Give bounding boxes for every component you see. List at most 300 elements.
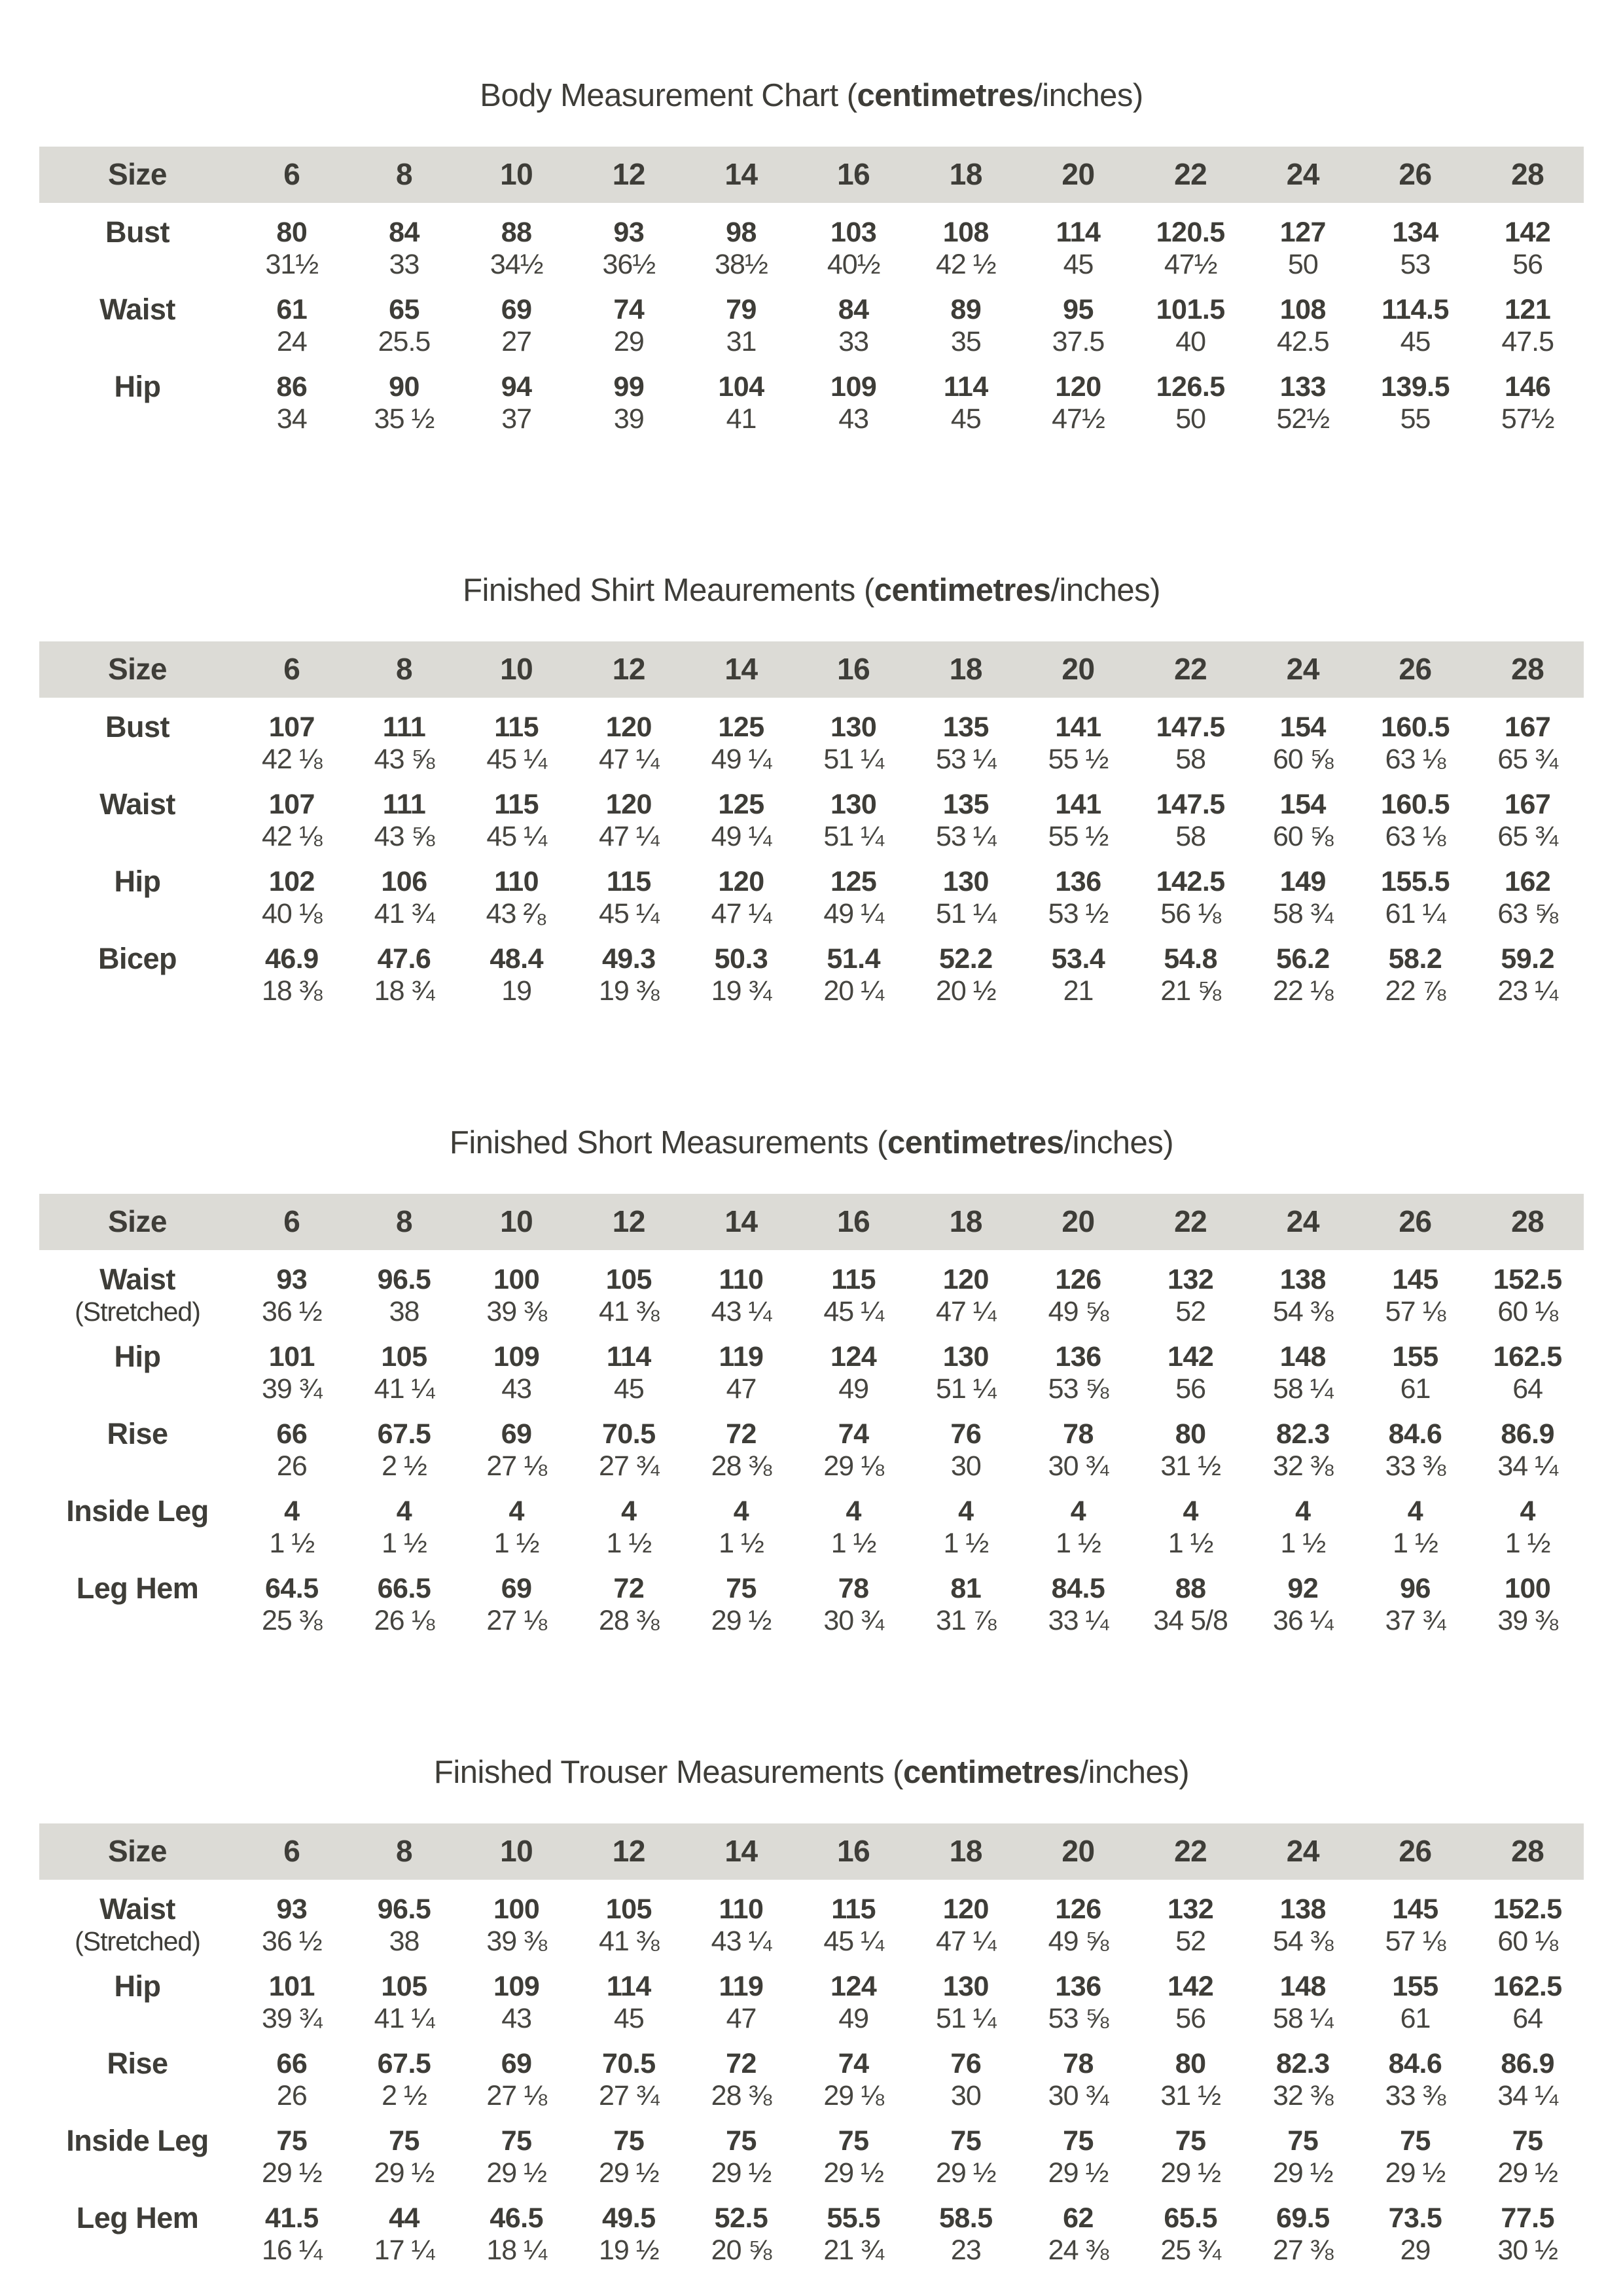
cm-value: 141 [1055, 711, 1101, 743]
measurement-cell [910, 2189, 1022, 2266]
cm-value: 148 [1279, 1341, 1326, 1372]
inch-value: 61 [1400, 1373, 1431, 1405]
inch-value: 23 ¼ [1497, 975, 1558, 1007]
inch-value: 39 ¾ [262, 1373, 322, 1405]
inch-value: 49 [838, 1373, 869, 1405]
measurement-cell [1247, 1482, 1359, 1559]
inch-value: 1 ½ [1393, 1528, 1438, 1559]
inch-value: 34½ [490, 249, 543, 280]
table-title [39, 77, 1584, 114]
row-label [39, 2189, 236, 2266]
cm-value: 4 [846, 1496, 861, 1527]
inch-value: 52½ [1276, 403, 1330, 435]
measurement-cell [1359, 775, 1472, 852]
cm-value: 75 [726, 2125, 757, 2157]
measurement-cell [1471, 929, 1584, 1007]
measurement-cell [348, 2189, 461, 2266]
inch-value: 29 ½ [1385, 2157, 1446, 2189]
size-column-header: Size [39, 147, 236, 203]
row-label-text: Waist [99, 293, 175, 326]
inch-value: 58 ¼ [1273, 2003, 1333, 2034]
inch-value: 24 ⅜ [1048, 2234, 1109, 2266]
inch-value: 63 ⅛ [1385, 744, 1446, 775]
inch-value: 43 [501, 1373, 532, 1405]
inch-value: 34 5/8 [1153, 1605, 1228, 1636]
cm-value: 108 [1279, 294, 1326, 325]
measurement-cell [460, 2111, 573, 2189]
cm-value: 100 [493, 1893, 540, 1925]
measurement-cell [348, 1957, 461, 2034]
measurement-cell [685, 2111, 798, 2189]
measurement-cell [1022, 852, 1135, 929]
inch-value: 55 [1400, 403, 1431, 435]
row-label [39, 1880, 236, 1957]
inch-value: 56 [1175, 1373, 1206, 1405]
cm-value: 142 [1505, 217, 1551, 248]
inch-value: 29 ½ [374, 2157, 435, 2189]
inch-value: 52 [1175, 1296, 1206, 1327]
measurement-cell [1471, 1327, 1584, 1405]
measurement-cell [460, 1957, 573, 2034]
size-header-cell: 14 [685, 1194, 798, 1250]
cm-value: 115 [494, 789, 539, 820]
measurement-cell [1134, 2111, 1247, 2189]
cm-value: 4 [1295, 1496, 1311, 1527]
inch-value: 58 [1175, 744, 1206, 775]
measurement-cell [236, 1327, 348, 1405]
size-header-cell: 18 [910, 1194, 1022, 1250]
measurement-cell [1134, 1482, 1247, 1559]
cm-value: 125 [830, 866, 877, 897]
measurement-cell [1247, 1880, 1359, 1957]
cm-value: 110 [719, 1893, 764, 1925]
size-header-cell: 12 [573, 1823, 685, 1880]
inch-value: 26 [276, 2080, 307, 2111]
measurement-cell [1134, 698, 1247, 775]
measurement-cell [236, 1482, 348, 1559]
table-title-suffix: /inches) [1033, 78, 1143, 113]
measurement-cell [1359, 203, 1472, 280]
measurement-cell [1247, 357, 1359, 435]
row-label [39, 929, 236, 1007]
measurement-cell [236, 1880, 348, 1957]
cm-value: 134 [1392, 217, 1438, 248]
inch-value: 29 ½ [711, 1605, 772, 1636]
measurement-cell [573, 1482, 685, 1559]
cm-value: 152.5 [1493, 1264, 1562, 1295]
cm-value: 4 [958, 1496, 974, 1527]
measurement-cell [1022, 2189, 1135, 2266]
inch-value: 49 ⅝ [1048, 1926, 1109, 1957]
inch-value: 38½ [715, 249, 768, 280]
inch-value: 41 [726, 403, 757, 435]
cm-value: 4 [621, 1496, 637, 1527]
inch-value: 32 ⅜ [1273, 1450, 1333, 1482]
table-title [39, 1754, 1584, 1791]
cm-value: 115 [831, 1264, 876, 1295]
measurement-cell [1471, 1405, 1584, 1482]
measurement-cell [1134, 280, 1247, 357]
cm-value: 109 [493, 1971, 540, 2002]
size-header-cell: 18 [910, 1823, 1022, 1880]
inch-value: 39 ⅜ [486, 1926, 546, 1957]
measurement-cell [1134, 1405, 1247, 1482]
inch-value: 30 ¾ [1048, 2080, 1109, 2111]
table-title-prefix: Finished Trouser Measurements ( [433, 1755, 903, 1790]
cm-value: 120 [1055, 371, 1101, 403]
size-header-cell: 26 [1359, 1194, 1472, 1250]
inch-value: 61 [1400, 2003, 1431, 2034]
measurement-cell [1471, 2111, 1584, 2189]
row-label-text: Bust [105, 710, 169, 744]
cm-value: 75 [1063, 2125, 1094, 2157]
measurement-cell [573, 2189, 685, 2266]
table-title-bold: centimetres [857, 78, 1034, 113]
inch-value: 47 ¼ [711, 898, 772, 929]
measurement-cell [910, 1250, 1022, 1327]
measurement-cell [1247, 1327, 1359, 1405]
inch-value: 26 ⅛ [374, 1605, 435, 1636]
measurement-cell [460, 852, 573, 929]
inch-value: 51 ¼ [936, 2003, 996, 2034]
cm-value: 141 [1055, 789, 1101, 820]
size-header-cell: 6 [236, 147, 348, 203]
cm-value: 138 [1279, 1893, 1326, 1925]
cm-value: 93 [613, 217, 645, 248]
inch-value: 57 ⅛ [1385, 1926, 1446, 1957]
inch-value: 1 ½ [1505, 1528, 1550, 1559]
measurement-cell [1471, 1880, 1584, 1957]
cm-value: 72 [726, 2048, 757, 2079]
inch-value: 47 [726, 2003, 757, 2034]
inch-value: 43 ⅝ [374, 744, 435, 775]
table [39, 147, 1584, 435]
inch-value: 28 ⅜ [711, 2080, 772, 2111]
table-title-prefix: Body Measurement Chart ( [480, 78, 857, 113]
size-header-cell: 22 [1134, 147, 1247, 203]
measurement-cell [1471, 1957, 1584, 2034]
measurement-cell [460, 1250, 573, 1327]
measurement-cell [1359, 357, 1472, 435]
measurement-cell [460, 929, 573, 1007]
cm-value: 4 [396, 1496, 412, 1527]
measurement-cell [1022, 1880, 1135, 1957]
inch-value: 29 ½ [599, 2157, 659, 2189]
cm-value: 120.5 [1156, 217, 1225, 248]
inch-value: 36 ½ [262, 1926, 322, 1957]
measurement-cell [573, 929, 685, 1007]
measurement-cell [797, 929, 910, 1007]
measurement-cell [1022, 280, 1135, 357]
inch-value: 22 ⅞ [1385, 975, 1446, 1007]
inch-value: 47 ¼ [936, 1926, 996, 1957]
cm-value: 78 [838, 1573, 869, 1604]
cm-value: 51.4 [827, 943, 881, 975]
measurement-table-section [39, 1754, 1584, 2266]
inch-value: 49 ¼ [823, 898, 883, 929]
measurement-cell [348, 1405, 461, 1482]
inch-value: 27 ⅛ [486, 1450, 546, 1482]
cm-value: 69.5 [1275, 2202, 1330, 2234]
inch-value: 34 ¼ [1497, 2080, 1558, 2111]
inch-value: 41 ¾ [374, 898, 435, 929]
inch-value: 31 ½ [1160, 1450, 1221, 1482]
cm-value: 121 [1505, 294, 1551, 325]
size-header-cell: 14 [685, 1823, 798, 1880]
cm-value: 86.9 [1501, 1418, 1555, 1450]
measurement-cell [797, 775, 910, 852]
row-label [39, 280, 236, 357]
inch-value: 38 [389, 1926, 419, 1957]
measurement-cell [1247, 698, 1359, 775]
measurement-cell [1134, 1957, 1247, 2034]
inch-value: 29 ½ [823, 2157, 883, 2189]
cm-value: 4 [1407, 1496, 1423, 1527]
cm-value: 145 [1392, 1893, 1438, 1925]
inch-value: 18 ¼ [486, 2234, 546, 2266]
cm-value: 114 [943, 371, 988, 403]
cm-value: 120 [605, 789, 652, 820]
cm-value: 126 [1055, 1893, 1101, 1925]
inch-value: 49 [838, 2003, 869, 2034]
cm-value: 53.4 [1051, 943, 1105, 975]
inch-value: 57½ [1501, 403, 1554, 435]
cm-value: 82.3 [1275, 2048, 1330, 2079]
cm-value: 41.5 [264, 2202, 319, 2234]
inch-value: 53 ½ [1048, 898, 1109, 929]
size-header-cell: 14 [685, 641, 798, 698]
cm-value: 147.5 [1156, 711, 1225, 743]
size-header-cell: 28 [1471, 1194, 1584, 1250]
row-label-text: Rise [107, 2047, 168, 2080]
inch-value: 53 ¼ [936, 744, 996, 775]
size-header-cell: 6 [236, 1823, 348, 1880]
measurement-cell [1134, 775, 1247, 852]
cm-value: 99 [613, 371, 645, 403]
inch-value: 43 ⅝ [374, 821, 435, 852]
inch-value: 33 ⅜ [1385, 2080, 1446, 2111]
row-label-text: Leg Hem [76, 2201, 199, 2234]
cm-value: 52.2 [938, 943, 993, 975]
cm-value: 4 [284, 1496, 300, 1527]
inch-value: 1 ½ [382, 1528, 427, 1559]
measurement-cell [236, 1957, 348, 2034]
row-label [39, 2034, 236, 2111]
inch-value: 27 ¾ [599, 1450, 659, 1482]
measurement-cell [1359, 1405, 1472, 1482]
measurement-cell [1471, 1250, 1584, 1327]
measurement-cell [797, 1327, 910, 1405]
cm-value: 54.8 [1164, 943, 1218, 975]
inch-value: 63 ⅝ [1497, 898, 1558, 929]
measurement-cell [797, 203, 910, 280]
cm-value: 81 [950, 1573, 982, 1604]
row-label-text: Hip [114, 370, 161, 403]
size-header-cell: 6 [236, 1194, 348, 1250]
size-header-cell: 8 [348, 1194, 461, 1250]
size-header-cell: 12 [573, 1194, 685, 1250]
cm-value: 132 [1168, 1264, 1214, 1295]
measurement-cell [685, 929, 798, 1007]
cm-value: 72 [726, 1418, 757, 1450]
inch-value: 35 [950, 326, 981, 357]
cm-value: 62 [1063, 2202, 1094, 2234]
inch-value: 61 ¼ [1385, 898, 1446, 929]
cm-value: 119 [719, 1341, 764, 1372]
cm-value: 86.9 [1501, 2048, 1555, 2079]
measurement-cell [1359, 852, 1472, 929]
measurement-cell [1471, 698, 1584, 775]
measurement-cell [685, 2189, 798, 2266]
measurement-cell [236, 698, 348, 775]
measurement-cell [1134, 1327, 1247, 1405]
cm-value: 101 [268, 1971, 315, 2002]
size-header-cell: 20 [1022, 147, 1135, 203]
inch-value: 38 [389, 1296, 419, 1327]
inch-value: 31 [726, 326, 757, 357]
inch-value: 47 ¼ [936, 1296, 996, 1327]
inch-value: 33 [389, 249, 419, 280]
inch-value: 55 ½ [1048, 744, 1109, 775]
measurement-cell [1134, 852, 1247, 929]
inch-value: 55 ½ [1048, 821, 1109, 852]
measurement-cell [1134, 357, 1247, 435]
table-title-suffix: /inches) [1050, 573, 1160, 608]
cm-value: 160.5 [1380, 711, 1450, 743]
cm-value: 138 [1279, 1264, 1326, 1295]
measurement-cell [1247, 1957, 1359, 2034]
cm-value: 132 [1168, 1893, 1214, 1925]
measurement-cell [1359, 1327, 1472, 1405]
measurement-cell [910, 2034, 1022, 2111]
measurement-cell [1134, 929, 1247, 1007]
measurement-cell [1359, 1482, 1472, 1559]
inch-value: 41 ¼ [374, 1373, 435, 1405]
measurement-cell [1471, 357, 1584, 435]
inch-value: 24 [276, 326, 307, 357]
measurement-cell [1022, 2034, 1135, 2111]
size-header-cell: 24 [1247, 1194, 1359, 1250]
measurement-cell [797, 2189, 910, 2266]
cm-value: 49.5 [601, 2202, 656, 2234]
measurement-cell [1359, 280, 1472, 357]
inch-value: 58 ¾ [1273, 898, 1333, 929]
measurement-cell [1022, 1957, 1135, 2034]
inch-value: 47 ¼ [599, 744, 659, 775]
row-label-text: Inside Leg [66, 2124, 209, 2157]
cm-value: 98 [726, 217, 757, 248]
inch-value: 51 ¼ [823, 821, 883, 852]
size-column-header: Size [39, 641, 236, 698]
inch-value: 31 ⅞ [936, 1605, 996, 1636]
size-header-cell: 10 [460, 1823, 573, 1880]
cm-value: 88 [501, 217, 532, 248]
inch-value: 58 ¼ [1273, 1373, 1333, 1405]
cm-value: 105 [381, 1341, 427, 1372]
measurement-cell [1134, 2034, 1247, 2111]
measurement-cell [236, 2189, 348, 2266]
cm-value: 84 [838, 294, 869, 325]
cm-value: 84.6 [1388, 2048, 1442, 2079]
measurement-cell [1247, 1405, 1359, 1482]
size-header-cell: 6 [236, 641, 348, 698]
measurement-cell [910, 357, 1022, 435]
cm-value: 69 [501, 2048, 532, 2079]
measurement-cell [1359, 929, 1472, 1007]
measurement-cell [797, 1250, 910, 1327]
inch-value: 63 ⅛ [1385, 821, 1446, 852]
inch-value: 34 [276, 403, 307, 435]
row-sublabel: (Stretched) [75, 1297, 200, 1327]
size-header-cell: 28 [1471, 1823, 1584, 1880]
measurement-cell [348, 1327, 461, 1405]
cm-value: 47.6 [377, 943, 431, 975]
cm-value: 127 [1279, 217, 1326, 248]
cm-value: 80 [1175, 2048, 1206, 2079]
inch-value: 41 ¼ [374, 2003, 435, 2034]
measurement-cell [573, 2034, 685, 2111]
cm-value: 162.5 [1493, 1341, 1562, 1372]
cm-value: 92 [1287, 1573, 1319, 1604]
measurement-cell [348, 203, 461, 280]
measurement-cell [685, 1250, 798, 1327]
measurement-cell [910, 203, 1022, 280]
cm-value: 75 [950, 2125, 982, 2157]
measurement-cell [1134, 1250, 1247, 1327]
inch-value: 43 ²⁄₈ [486, 898, 547, 929]
measurement-cell [348, 2034, 461, 2111]
inch-value: 47 [726, 1373, 757, 1405]
measurement-cell [236, 1405, 348, 1482]
measurement-cell [573, 1559, 685, 1636]
table-title-bold: centimetres [874, 573, 1051, 608]
cm-value: 52.5 [714, 2202, 768, 2234]
row-label-text: Rise [107, 1417, 168, 1450]
cm-value: 110 [719, 1264, 764, 1295]
inch-value: 39 ¾ [262, 2003, 322, 2034]
cm-value: 125 [718, 789, 764, 820]
inch-value: 1 ½ [493, 1528, 539, 1559]
measurement-cell [1022, 698, 1135, 775]
inch-value: 33 ⅜ [1385, 1450, 1446, 1482]
inch-value: 58 [1175, 821, 1206, 852]
cm-value: 74 [838, 1418, 869, 1450]
inch-value: 64 [1512, 1373, 1543, 1405]
measurement-cell [460, 2189, 573, 2266]
size-header-cell: 12 [573, 641, 685, 698]
measurement-cell [1134, 1559, 1247, 1636]
measurement-cell [1359, 1957, 1472, 2034]
table-title-suffix: /inches) [1079, 1755, 1190, 1790]
measurement-cell [685, 1880, 798, 1957]
cm-value: 155 [1392, 1971, 1438, 2002]
inch-value: 37 ¾ [1385, 1605, 1446, 1636]
measurement-cell [797, 698, 910, 775]
measurement-cell [685, 280, 798, 357]
inch-value: 56 ⅛ [1160, 898, 1221, 929]
cm-value: 48.4 [490, 943, 544, 975]
inch-value: 1 ½ [943, 1528, 989, 1559]
row-label [39, 1559, 236, 1636]
row-label [39, 775, 236, 852]
size-header-cell: 10 [460, 641, 573, 698]
measurement-cell [685, 1482, 798, 1559]
cm-value: 58.2 [1388, 943, 1442, 975]
table [39, 1823, 1584, 2266]
inch-value: 30 ¾ [1048, 1450, 1109, 1482]
measurement-cell [1134, 203, 1247, 280]
cm-value: 135 [942, 789, 989, 820]
